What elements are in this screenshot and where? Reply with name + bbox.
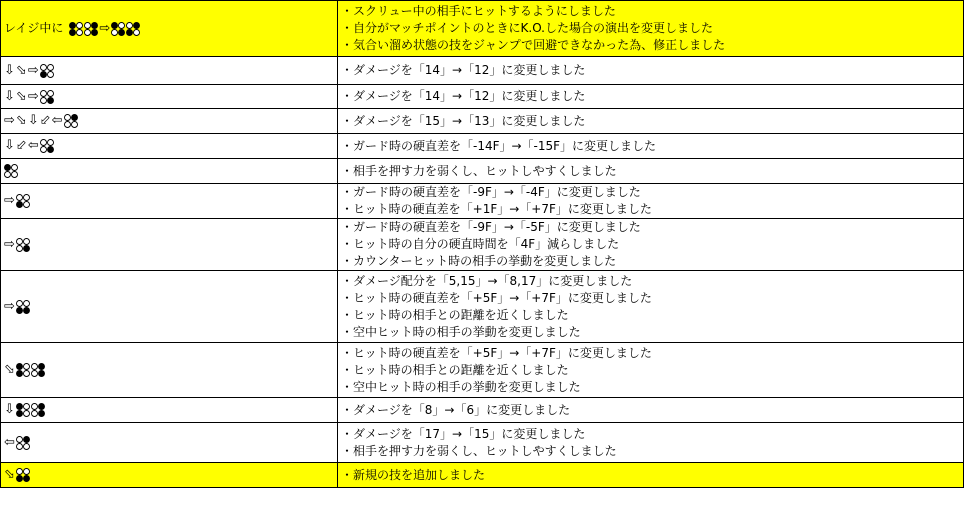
pressed-button-dot [119, 29, 125, 35]
unpressed-button-dot [23, 443, 29, 449]
pressed-button-dot [92, 22, 98, 28]
button-layout-icon [40, 64, 54, 78]
change-description-cell [338, 85, 964, 109]
pressed-button-dot [134, 22, 140, 28]
button-layout-icon [40, 139, 54, 153]
direction-arrow-icon: ⬂ [15, 62, 27, 78]
unpressed-button-dot [31, 364, 37, 370]
command-cell [1, 398, 338, 423]
unpressed-button-dot [12, 172, 18, 178]
unpressed-button-dot [40, 97, 46, 103]
command-input [4, 114, 334, 128]
direction-arrow-icon: ⇨ [27, 62, 39, 78]
direction-arrow-icon: ⬂ [4, 467, 15, 482]
change-description-line: ・ダメージを「17」→「15」に変更しました [341, 426, 586, 441]
pressed-button-dot [47, 97, 53, 103]
change-description-line: ・空中ヒット時の相手の挙動を変更しました [341, 379, 581, 394]
button-layout-icon [126, 22, 140, 36]
unpressed-button-dot [23, 202, 29, 208]
change-description-line: ・ガード時の硬直差を「-9F」→「-4F」に変更しました [341, 185, 641, 199]
unpressed-button-dot [5, 172, 11, 178]
direction-arrow-icon: ⬂ [15, 88, 27, 104]
direction-arrow-icon: ⇨ [27, 88, 39, 104]
change-description-cell [338, 109, 964, 134]
button-layout-icon [16, 238, 30, 252]
table-row [1, 398, 964, 423]
command-input [4, 238, 334, 252]
button-layout-icon [16, 436, 30, 450]
direction-arrow-icon: ⇩ [4, 62, 15, 78]
button-layout-icon [4, 164, 18, 178]
direction-arrow-icon: ⇨ [4, 298, 15, 314]
command-input [4, 363, 334, 377]
change-description-line: ・ヒット時の相手との距離を近くしました [341, 362, 569, 377]
command-cell [1, 423, 338, 463]
command-input [4, 436, 334, 450]
unpressed-button-dot [23, 195, 29, 201]
button-layout-icon [31, 403, 45, 417]
direction-arrow-icon: ⇩ [27, 113, 39, 128]
pressed-button-dot [23, 436, 29, 442]
direction-arrow-icon: ⇩ [4, 138, 15, 153]
change-description-line: ・自分がマッチポイントのときにK.O.した場合の演出を変更しました [341, 21, 713, 35]
button-layout-icon [31, 363, 45, 377]
pressed-button-dot [16, 476, 22, 482]
command-input [4, 468, 334, 482]
change-description-line: ・ヒット時の硬直差を「+5F」→「+7F」に変更しました [341, 345, 652, 360]
command-input [4, 64, 334, 78]
pressed-button-dot [23, 245, 29, 251]
unpressed-button-dot [47, 90, 53, 96]
unpressed-button-dot [134, 29, 140, 35]
unpressed-button-dot [85, 29, 91, 35]
direction-arrow-icon: ⇦ [27, 138, 39, 153]
change-description-line: ・ダメージを「8」→「6」に変更しました [341, 402, 571, 417]
table-row [1, 159, 964, 184]
change-description-cell [338, 57, 964, 85]
unpressed-button-dot [47, 140, 53, 146]
change-description-cell [338, 463, 964, 488]
change-description-line: ・カウンターヒット時の相手の挙動を変更しました [341, 254, 617, 268]
change-description-line: ・ヒット時の硬直差を「+1F」→「+7F」に変更しました [341, 202, 652, 216]
unpressed-button-dot [47, 71, 53, 77]
command-cell [1, 219, 338, 271]
unpressed-button-dot [85, 22, 91, 28]
unpressed-button-dot [77, 29, 83, 35]
button-layout-icon [16, 468, 30, 482]
pressed-button-dot [47, 147, 53, 153]
command-prefix: レイジ中に [4, 21, 64, 35]
pressed-button-dot [16, 307, 22, 313]
direction-arrow-icon: ⇩ [4, 88, 15, 104]
change-description-line: ・ダメージを「14」→「12」に変更しました [341, 89, 586, 103]
table-row [1, 85, 964, 109]
pressed-button-dot [38, 404, 44, 410]
change-description-cell [338, 343, 964, 398]
command-cell [1, 184, 338, 219]
table-row [1, 219, 964, 271]
direction-arrow-icon: ⬂ [4, 362, 15, 377]
button-layout-icon [16, 363, 30, 377]
command-cell [1, 159, 338, 184]
pressed-button-dot [16, 371, 22, 377]
pressed-button-dot [127, 29, 133, 35]
pressed-button-dot [71, 115, 77, 121]
unpressed-button-dot [16, 469, 22, 475]
command-input [4, 403, 334, 417]
command-input [4, 164, 334, 178]
change-description-line: ・空中ヒット時の相手の挙動を変更しました [341, 324, 581, 339]
pressed-button-dot [38, 371, 44, 377]
direction-arrow-icon: ⇨ [4, 113, 15, 128]
unpressed-button-dot [16, 245, 22, 251]
direction-arrow-icon: ⇦ [4, 434, 15, 450]
unpressed-button-dot [112, 29, 118, 35]
change-description-cell [338, 423, 964, 463]
pressed-button-dot [16, 404, 22, 410]
change-description-cell [338, 271, 964, 343]
table-row [1, 343, 964, 398]
change-description-cell [338, 1, 964, 57]
direction-arrow-icon: ⬂ [15, 113, 27, 128]
unpressed-button-dot [16, 195, 22, 201]
unpressed-button-dot [40, 140, 46, 146]
unpressed-button-dot [23, 364, 29, 370]
command-cell [1, 109, 338, 134]
change-description-cell [338, 134, 964, 159]
command-cell [1, 85, 338, 109]
pressed-button-dot [40, 71, 46, 77]
unpressed-button-dot [127, 22, 133, 28]
button-layout-icon [16, 194, 30, 208]
unpressed-button-dot [71, 122, 77, 128]
command-input [4, 139, 334, 153]
table-row [1, 134, 964, 159]
pressed-button-dot [16, 364, 22, 370]
command-cell [1, 1, 338, 57]
change-description-line: ・スクリュー中の相手にヒットするようにしました [341, 4, 616, 18]
pressed-button-dot [70, 22, 76, 28]
unpressed-button-dot [16, 238, 22, 244]
button-layout-icon [16, 300, 30, 314]
unpressed-button-dot [23, 238, 29, 244]
direction-arrow-icon: ⬃ [15, 138, 27, 153]
command-input [4, 300, 334, 314]
command-cell [1, 343, 338, 398]
unpressed-button-dot [31, 371, 37, 377]
command-input [4, 20, 334, 37]
unpressed-button-dot [16, 436, 22, 442]
direction-arrow-icon: ⇨ [4, 236, 15, 252]
button-layout-icon [111, 22, 125, 36]
unpressed-button-dot [40, 64, 46, 70]
unpressed-button-dot [23, 300, 29, 306]
unpressed-button-dot [119, 22, 125, 28]
unpressed-button-dot [23, 411, 29, 417]
unpressed-button-dot [31, 411, 37, 417]
table-row [1, 463, 964, 488]
unpressed-button-dot [12, 165, 18, 171]
unpressed-button-dot [64, 115, 70, 121]
unpressed-button-dot [16, 300, 22, 306]
table-row [1, 271, 964, 343]
button-layout-icon [40, 90, 54, 104]
pressed-button-dot [70, 29, 76, 35]
pressed-button-dot [112, 22, 118, 28]
unpressed-button-dot [31, 404, 37, 410]
change-description-line: ・気合い溜め状態の技をジャンプで回避できなかった為、修正しました [341, 38, 726, 52]
pressed-button-dot [23, 476, 29, 482]
pressed-button-dot [38, 411, 44, 417]
pressed-button-dot [92, 29, 98, 35]
command-input [4, 194, 334, 208]
command-input [4, 90, 334, 104]
pressed-button-dot [16, 202, 22, 208]
change-description-line: ・ヒット時の硬直差を「+5F」→「+7F」に変更しました [341, 290, 652, 305]
pressed-button-dot [38, 364, 44, 370]
direction-arrow-icon: ⬃ [39, 113, 51, 128]
change-description-line: ・ガード時の硬直差を「-14F」→「-15F」に変更しました [341, 138, 657, 153]
change-description-line: ・新規の技を追加しました [341, 467, 486, 482]
direction-arrow-icon: ⇨ [99, 20, 111, 36]
command-cell [1, 463, 338, 488]
table-row [1, 423, 964, 463]
unpressed-button-dot [40, 147, 46, 153]
unpressed-button-dot [40, 90, 46, 96]
pressed-button-dot [23, 307, 29, 313]
unpressed-button-dot [23, 371, 29, 377]
change-description-cell [338, 159, 964, 184]
button-layout-icon [84, 22, 98, 36]
pressed-button-dot [16, 411, 22, 417]
unpressed-button-dot [16, 443, 22, 449]
unpressed-button-dot [64, 122, 70, 128]
unpressed-button-dot [23, 404, 29, 410]
change-description-line: ・ヒット時の自分の硬直時間を「4F」減らしました [341, 237, 620, 251]
table-row [1, 1, 964, 57]
change-description-line: ・ヒット時の相手との距離を近くしました [341, 307, 569, 322]
command-cell [1, 57, 338, 85]
unpressed-button-dot [23, 469, 29, 475]
button-layout-icon [69, 22, 83, 36]
change-description-line: ・相手を押す力を弱くし、ヒットしやすくしました [341, 443, 617, 458]
change-description-line: ・ガード時の硬直差を「-9F」→「-5F」に変更しました [341, 220, 641, 234]
unpressed-button-dot [47, 64, 53, 70]
command-cell [1, 271, 338, 343]
button-layout-icon [16, 403, 30, 417]
change-description-cell [338, 184, 964, 219]
table-row [1, 184, 964, 219]
unpressed-button-dot [77, 22, 83, 28]
table-row [1, 109, 964, 134]
change-description-line: ・ダメージを「15」→「13」に変更しました [341, 113, 586, 128]
change-description-cell [338, 219, 964, 271]
change-description-line: ・ダメージを「14」→「12」に変更しました [341, 63, 586, 77]
change-description-cell [338, 398, 964, 423]
patch-notes-body [1, 1, 964, 488]
change-description-line: ・相手を押す力を弱くし、ヒットしやすくしました [341, 163, 617, 178]
pressed-button-dot [5, 165, 11, 171]
command-cell [1, 134, 338, 159]
change-description-line: ・ダメージ配分を「5,15」→「8,17」に変更しました [341, 273, 633, 288]
table-row [1, 57, 964, 85]
button-layout-icon [64, 114, 78, 128]
direction-arrow-icon: ⇨ [4, 193, 15, 208]
direction-arrow-icon: ⇦ [51, 113, 63, 128]
direction-arrow-icon: ⇩ [4, 402, 15, 417]
